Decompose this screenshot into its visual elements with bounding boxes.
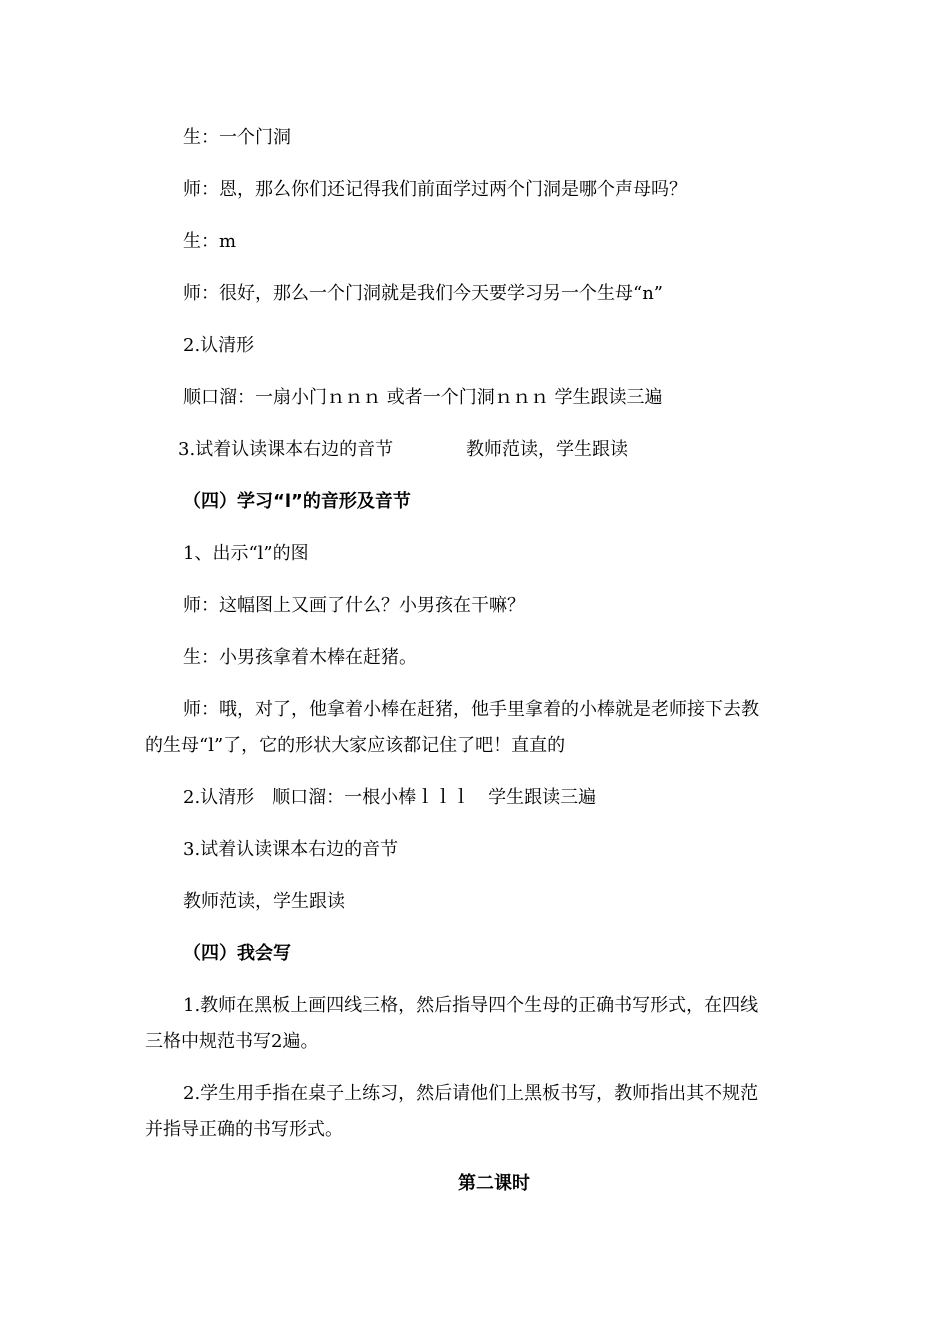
step-line: 2.认清形 顺口溜：一根小棒ｌｌｌ 学生跟读三遍 (183, 787, 597, 808)
lesson-heading: 第二课时 (458, 1173, 530, 1194)
dialogue-line: 师：很好，那么一个门洞就是我们今天要学习另一个生母“n” (183, 283, 663, 304)
dialogue-line: 生：m (183, 231, 237, 252)
step-line: 2.认清形 (183, 335, 255, 356)
step-line: 3.试着认读课本右边的音节 (178, 439, 394, 460)
dialogue-line: 生：一个门洞 (183, 127, 291, 148)
step-line: 3.试着认读课本右边的音节 (183, 839, 399, 860)
rhyme-line: 顺口溜：一扇小门ｎｎｎ 或者一个门洞ｎｎｎ 学生跟读三遍 (183, 387, 663, 408)
dialogue-line-continued: 的生母“l”了，它的形状大家应该都记住了吧！直直的 (145, 735, 566, 756)
step-line-continued: 三格中规范书写2遍。 (145, 1031, 319, 1052)
step-line: 1、出示“l”的图 (183, 543, 309, 564)
step-line: 2.学生用手指在桌子上练习，然后请他们上黑板书写，教师指出其不规范 (183, 1083, 759, 1104)
step-note: 教师范读，学生跟读 (466, 439, 628, 460)
step-line: 1.教师在黑板上画四线三格，然后指导四个生母的正确书写形式，在四线 (183, 995, 759, 1016)
dialogue-line: 生：小男孩拿着木棒在赶猪。 (183, 647, 417, 668)
dialogue-line: 师：哦，对了，他拿着小棒在赶猪，他手里拿着的小棒就是老师接下去教 (183, 699, 759, 720)
dialogue-line: 师：这幅图上又画了什么？小男孩在干嘛？ (183, 595, 525, 616)
section-heading: （四）学习“l”的音形及音节 (183, 491, 411, 512)
step-note: 教师范读，学生跟读 (183, 891, 345, 912)
dialogue-line: 师：恩，那么你们还记得我们前面学过两个门洞是哪个声母吗？ (183, 179, 687, 200)
section-heading: （四）我会写 (183, 943, 291, 964)
step-line-continued: 并指导正确的书写形式。 (145, 1119, 343, 1140)
